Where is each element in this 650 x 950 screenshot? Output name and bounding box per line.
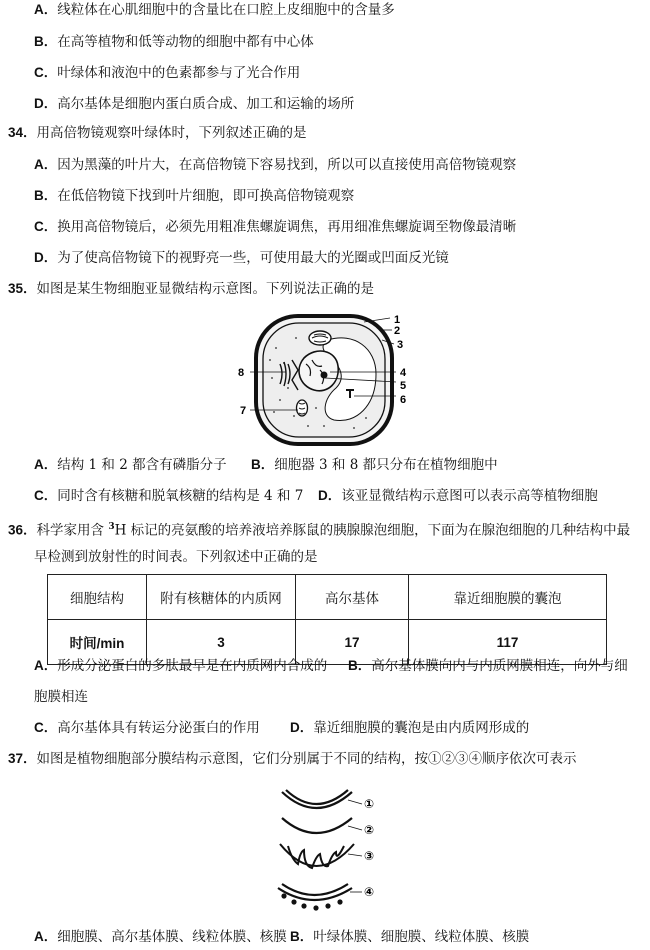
option-label: C． <box>34 720 58 735</box>
option-label: C． <box>34 488 58 503</box>
q35-option-c <box>34 487 303 505</box>
q36-option-a <box>34 657 327 675</box>
diagram-label-2: 2 <box>394 325 401 337</box>
q34-option-c <box>34 218 516 236</box>
q33-option-b <box>34 33 314 51</box>
option-label: A． <box>34 157 58 172</box>
option-text: 因为黑藻的叶片大，在高倍物镜下容易找到，所以可以直接使用高倍物镜观察 <box>57 157 517 173</box>
membrane-3 <box>280 844 354 868</box>
q33-option-c <box>34 64 300 82</box>
q35-option-d <box>318 487 598 505</box>
table-cell: 高尔基体 <box>296 575 409 620</box>
q35-option-a <box>34 456 227 474</box>
option-label: A． <box>34 929 58 944</box>
diagram-label-4: ④ <box>364 885 375 899</box>
option-label: A． <box>34 658 58 673</box>
diagram-label-1: ① <box>364 797 375 811</box>
question-number: 34． <box>8 125 37 140</box>
q34-option-a <box>34 156 516 174</box>
option-text: 为了使高倍物镜下的视野亮一些，可使用最大的光圈或凹面反光镜 <box>57 250 449 266</box>
option-label: B． <box>348 658 372 673</box>
diagram-label-3: 3 <box>397 339 404 351</box>
option-text: 细胞膜、高尔基体膜、线粒体膜、核膜 <box>57 929 287 945</box>
question-text-part2: H 标记的亮氨酸的培养液培养豚鼠的胰腺腺泡细胞，下面为在腺泡细胞的几种结构中最 <box>114 522 631 539</box>
q35-option-b <box>251 456 498 474</box>
diagram-label-5: 5 <box>400 380 407 392</box>
diagram-label-2: ② <box>364 823 375 837</box>
diagram-label-8: 8 <box>238 367 245 379</box>
table-cell: 3 <box>147 620 296 665</box>
option-label: B． <box>34 188 58 203</box>
question-text: 用高倍物镜观察叶绿体时，下列叙述正确的是 <box>36 125 307 141</box>
table-cell: 时间/min <box>48 620 147 665</box>
option-text: 换用高倍物镜后，必须先用粗准焦螺旋调焦，再用细准焦螺旋调至物像最清晰 <box>57 219 517 235</box>
q36-option-c <box>34 719 260 737</box>
q34-option-b <box>34 187 354 205</box>
option-text: 线粒体在心肌细胞中的含量比在口腔上皮细胞中的含量多 <box>57 2 395 18</box>
q33-option-a <box>34 1 395 19</box>
question-text: 如图是某生物细胞亚显微结构示意图。下列说法正确的是 <box>36 281 375 297</box>
q36-option-d <box>290 719 529 737</box>
question-number: 35． <box>8 281 37 296</box>
timing-table <box>47 574 607 665</box>
membrane-structures-diagram <box>268 784 388 914</box>
q34-option-d <box>34 249 449 267</box>
option-text: 靠近细胞膜的囊泡是由内质网形成的 <box>313 720 530 736</box>
option-label: B． <box>34 34 58 49</box>
q36-option-b-cont: 胞膜相连 <box>34 689 88 705</box>
q36-stem-line2: 早检测到放射性的时间表。下列叙述中正确的是 <box>34 549 318 565</box>
option-text: 在高等植物和低等动物的细胞中都有中心体 <box>57 34 314 50</box>
option-text: 细胞器 3 和 8 都只分布在植物细胞中 <box>274 457 498 473</box>
diagram-label-1: 1 <box>394 314 401 326</box>
table-cell: 靠近细胞膜的囊泡 <box>409 575 607 620</box>
question-number: 37． <box>8 751 37 766</box>
q33-option-d <box>34 95 354 113</box>
table-cell: 17 <box>296 620 409 665</box>
diagram-label-4: 4 <box>400 367 407 379</box>
table-cell: 细胞结构 <box>48 575 147 620</box>
option-label: C． <box>34 65 58 80</box>
q34-stem <box>8 124 307 142</box>
option-label: D． <box>34 250 58 265</box>
diagram-label-6: 6 <box>400 394 407 406</box>
q37-option-b <box>290 928 529 946</box>
q36-option-b <box>348 657 628 675</box>
diagram-label-3: ③ <box>364 849 375 863</box>
option-text: 高尔基体具有转运分泌蛋白的作用 <box>57 720 260 736</box>
option-label: D． <box>318 488 342 503</box>
membrane-2 <box>282 818 352 833</box>
q35-stem <box>8 280 374 298</box>
isotope-superscript: 3 <box>108 522 115 532</box>
option-text: 在低倍物镜下找到叶片细胞，即可换高倍物镜观察 <box>57 188 355 204</box>
membrane-4 <box>278 884 352 911</box>
question-text-part1: 科学家用含 <box>36 522 109 539</box>
option-label: D． <box>290 720 314 735</box>
option-label: A． <box>34 2 58 17</box>
option-text: 叶绿体膜、细胞膜、线粒体膜、核膜 <box>313 929 530 945</box>
option-text: 同时含有核糖和脱氧核糖的结构是 4 和 7 <box>57 488 304 504</box>
option-text: 高尔基体膜向内与内质网膜相连，向外与细 <box>371 658 628 674</box>
nucleus <box>299 351 338 391</box>
q37-stem <box>8 750 577 768</box>
option-label: B． <box>290 929 314 944</box>
option-label: A． <box>34 457 58 472</box>
option-text: 结构 1 和 2 都含有磷脂分子 <box>57 457 227 473</box>
table-cell: 附有核糖体的内质网 <box>147 575 296 620</box>
cell-structure-diagram <box>236 308 416 452</box>
diagram-label-7: 7 <box>240 405 247 417</box>
option-text: 高尔基体是细胞内蛋白质合成、加工和运输的场所 <box>57 96 355 112</box>
nucleolus <box>321 372 328 379</box>
option-label: C． <box>34 219 58 234</box>
option-label: D． <box>34 96 58 111</box>
membrane-1 <box>282 790 352 808</box>
question-text: 如图是植物细胞部分膜结构示意图，它们分别属于不同的结构，按①②③④顺序依次可表示 <box>36 751 577 767</box>
question-number: 36． <box>8 522 37 538</box>
table-header-row <box>48 575 607 620</box>
q37-option-a <box>34 928 287 946</box>
option-text: 形成分泌蛋白的多肽最早是在内质网内合成的 <box>57 658 328 674</box>
option-text: 该亚显微结构示意图可以表示高等植物细胞 <box>341 488 598 504</box>
option-label: B． <box>251 457 275 472</box>
q36-stem <box>8 518 630 540</box>
table-cell: 117 <box>409 620 607 665</box>
option-text: 叶绿体和液泡中的色素都参与了光合作用 <box>57 65 301 81</box>
